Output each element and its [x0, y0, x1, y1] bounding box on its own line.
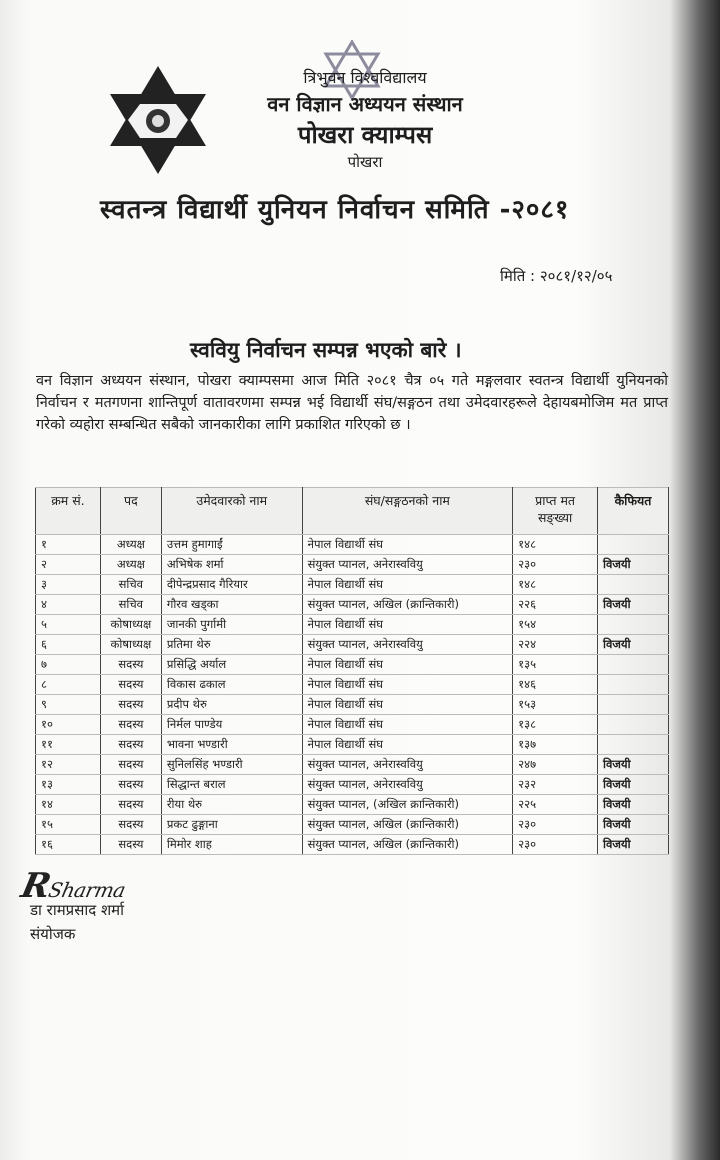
cell-remarks: विजयी	[598, 555, 669, 575]
cell-post: सदस्य	[100, 655, 161, 675]
university-name: त्रिभुवन विश्वविद्यालय	[303, 68, 427, 87]
cell-votes: २३२	[513, 775, 598, 795]
cell-votes: २४७	[513, 755, 598, 775]
cell-remarks	[598, 695, 669, 715]
table-header-row	[36, 488, 669, 535]
cell-candidate: निर्मल पाण्डेय	[161, 715, 302, 735]
table-row	[36, 835, 669, 855]
cell-remarks: विजयी	[598, 775, 669, 795]
cell-remarks	[598, 675, 669, 695]
cell-serial: १०	[36, 715, 101, 735]
committee-title: स्वतन्त्र विद्यार्थी युनियन निर्वाचन समिति -२०८१	[100, 195, 570, 225]
cell-serial: ३	[36, 575, 101, 595]
cell-serial: १६	[36, 835, 101, 855]
cell-post: अध्यक्ष	[100, 555, 161, 575]
cell-candidate: प्रसिद्धि अर्याल	[161, 655, 302, 675]
cell-organization: संयुक्त प्यानल, अखिल (क्रान्तिकारी)	[302, 835, 513, 855]
cell-remarks: विजयी	[598, 815, 669, 835]
cell-organization: संयुक्त प्यानल, अनेरास्ववियु	[302, 555, 513, 575]
cell-votes: १३५	[513, 655, 598, 675]
cell-post: सचिव	[100, 595, 161, 615]
cell-organization: नेपाल विद्यार्थी संघ	[302, 535, 513, 555]
cell-serial: ८	[36, 675, 101, 695]
cell-candidate: उत्तम हुमागाईं	[161, 535, 302, 555]
cell-serial: २	[36, 555, 101, 575]
cell-votes: १३८	[513, 715, 598, 735]
table-row	[36, 775, 669, 795]
col-organization: संघ/सङ्गठनको नाम	[302, 488, 513, 535]
table-row	[36, 815, 669, 835]
cell-votes: १५४	[513, 615, 598, 635]
signatory-role: संयोजक	[30, 925, 76, 943]
table-row	[36, 635, 669, 655]
cell-remarks: विजयी	[598, 635, 669, 655]
table-row	[36, 715, 669, 735]
cell-candidate: प्रकट ढुङ्गाना	[161, 815, 302, 835]
col-remarks: कैफियत	[598, 488, 669, 535]
cell-candidate: गौरव खड्का	[161, 595, 302, 615]
cell-remarks	[598, 715, 669, 735]
cell-remarks: विजयी	[598, 835, 669, 855]
cell-organization: संयुक्त प्यानल, अखिल (क्रान्तिकारी)	[302, 815, 513, 835]
cell-candidate: जानकी पुर्गामी	[161, 615, 302, 635]
table-row	[36, 595, 669, 615]
cell-organization: नेपाल विद्यार्थी संघ	[302, 655, 513, 675]
cell-candidate: मिमोर शाह	[161, 835, 302, 855]
cell-votes: १३७	[513, 735, 598, 755]
cell-post: सदस्य	[100, 815, 161, 835]
cell-remarks	[598, 615, 669, 635]
cell-remarks	[598, 735, 669, 755]
cell-votes: २३०	[513, 835, 598, 855]
cell-votes: २३०	[513, 555, 598, 575]
cell-post: अध्यक्ष	[100, 535, 161, 555]
cell-remarks: विजयी	[598, 795, 669, 815]
cell-serial: १४	[36, 795, 101, 815]
table-row	[36, 535, 669, 555]
col-serial: क्रम सं.	[36, 488, 101, 535]
cell-remarks: विजयी	[598, 755, 669, 775]
cell-candidate: प्रतिमा थेरु	[161, 635, 302, 655]
cell-post: सदस्य	[100, 715, 161, 735]
cell-organization: नेपाल विद्यार्थी संघ	[302, 575, 513, 595]
cell-serial: ११	[36, 735, 101, 755]
cell-votes: २२४	[513, 635, 598, 655]
table-row	[36, 555, 669, 575]
cell-organization: नेपाल विद्यार्थी संघ	[302, 675, 513, 695]
results-table	[35, 487, 669, 855]
cell-post: सदस्य	[100, 695, 161, 715]
campus-city: पोखरा	[347, 153, 383, 171]
institute-name: वन विज्ञान अध्ययन संस्थान	[267, 92, 463, 116]
cell-serial: ५	[36, 615, 101, 635]
cell-candidate: भावना भण्डारी	[161, 735, 302, 755]
cell-serial: १२	[36, 755, 101, 775]
table-row	[36, 735, 669, 755]
cell-post: सदस्य	[100, 835, 161, 855]
cell-serial: ६	[36, 635, 101, 655]
cell-serial: १	[36, 535, 101, 555]
body-paragraph: वन विज्ञान अध्ययन संस्थान, पोखरा क्याम्पसमा आज मिति २०८१ चैत्र ०५ गते मङ्गलवार स्वतन्त्र विद्यार्थी युनियनको निर्वाचन र मतगणना शान्तिपूर्ण वातावरणमा सम्पन्न भई विद्यार्थी संघ/सङ्गठन तथा उमेदवारहरूले देहायबमोजिम मत प्राप्त गरेको व्यहोरा सम्बन्धित सबैको जानकारीका लागि प्रकाशित गरिएको छ ।	[36, 373, 668, 433]
subject-heading: स्ववियु निर्वाचन सम्पन्न भएको बारे ।	[190, 338, 462, 362]
table-row	[36, 655, 669, 675]
document-date: मिति : २०८१/१२/०५	[500, 267, 613, 285]
table-row	[36, 795, 669, 815]
cell-candidate: रीया थेरु	[161, 795, 302, 815]
cell-votes: १४८	[513, 575, 598, 595]
cell-votes: १५३	[513, 695, 598, 715]
col-post: पद	[100, 488, 161, 535]
cell-votes: १४८	[513, 535, 598, 555]
cell-organization: संयुक्त प्यानल, अनेरास्ववियु	[302, 635, 513, 655]
cell-post: सदस्य	[100, 755, 161, 775]
signature-scribble: RSharma	[17, 866, 128, 906]
signatory-name: डा रामप्रसाद शर्मा	[30, 901, 125, 919]
cell-candidate: दीपेन्द्रप्रसाद गैरियार	[161, 575, 302, 595]
campus-name: पोखरा क्याम्पस	[297, 121, 433, 149]
cell-organization: संयुक्त प्यानल, अखिल (क्रान्तिकारी)	[302, 595, 513, 615]
cell-remarks	[598, 535, 669, 555]
cell-serial: ९	[36, 695, 101, 715]
table-row	[36, 695, 669, 715]
cell-organization: संयुक्त प्यानल, (अखिल क्रान्तिकारी)	[302, 795, 513, 815]
cell-organization: नेपाल विद्यार्थी संघ	[302, 615, 513, 635]
cell-candidate: अभिषेक शर्मा	[161, 555, 302, 575]
table-row	[36, 755, 669, 775]
cell-remarks	[598, 575, 669, 595]
cell-post: सदस्य	[100, 675, 161, 695]
cell-post: सदस्य	[100, 735, 161, 755]
university-emblem-icon	[110, 66, 206, 174]
cell-organization: संयुक्त प्यानल, अनेरास्ववियु	[302, 755, 513, 775]
cell-remarks	[598, 655, 669, 675]
cell-candidate: प्रदीप थेरु	[161, 695, 302, 715]
cell-post: सदस्य	[100, 795, 161, 815]
cell-candidate: विकास ढकाल	[161, 675, 302, 695]
table-row	[36, 615, 669, 635]
cell-serial: ७	[36, 655, 101, 675]
cell-post: सदस्य	[100, 775, 161, 795]
cell-remarks: विजयी	[598, 595, 669, 615]
cell-serial: ४	[36, 595, 101, 615]
cell-post: कोषाध्यक्ष	[100, 615, 161, 635]
cell-votes: १४६	[513, 675, 598, 695]
table-row	[36, 675, 669, 695]
cell-votes: २२५	[513, 795, 598, 815]
cell-votes: २२६	[513, 595, 598, 615]
col-votes: प्राप्त मत सङ्ख्या	[513, 488, 598, 535]
cell-post: कोषाध्यक्ष	[100, 635, 161, 655]
table-row	[36, 575, 669, 595]
cell-organization: नेपाल विद्यार्थी संघ	[302, 735, 513, 755]
cell-candidate: सिद्धान्त बराल	[161, 775, 302, 795]
cell-post: सचिव	[100, 575, 161, 595]
cell-organization: नेपाल विद्यार्थी संघ	[302, 695, 513, 715]
cell-organization: संयुक्त प्यानल, अनेरास्ववियु	[302, 775, 513, 795]
col-candidate: उमेदवारको नाम	[161, 488, 302, 535]
cell-candidate: सुनिलसिंह भण्डारी	[161, 755, 302, 775]
cell-serial: १३	[36, 775, 101, 795]
cell-serial: १५	[36, 815, 101, 835]
cell-votes: २३०	[513, 815, 598, 835]
cell-organization: नेपाल विद्यार्थी संघ	[302, 715, 513, 735]
